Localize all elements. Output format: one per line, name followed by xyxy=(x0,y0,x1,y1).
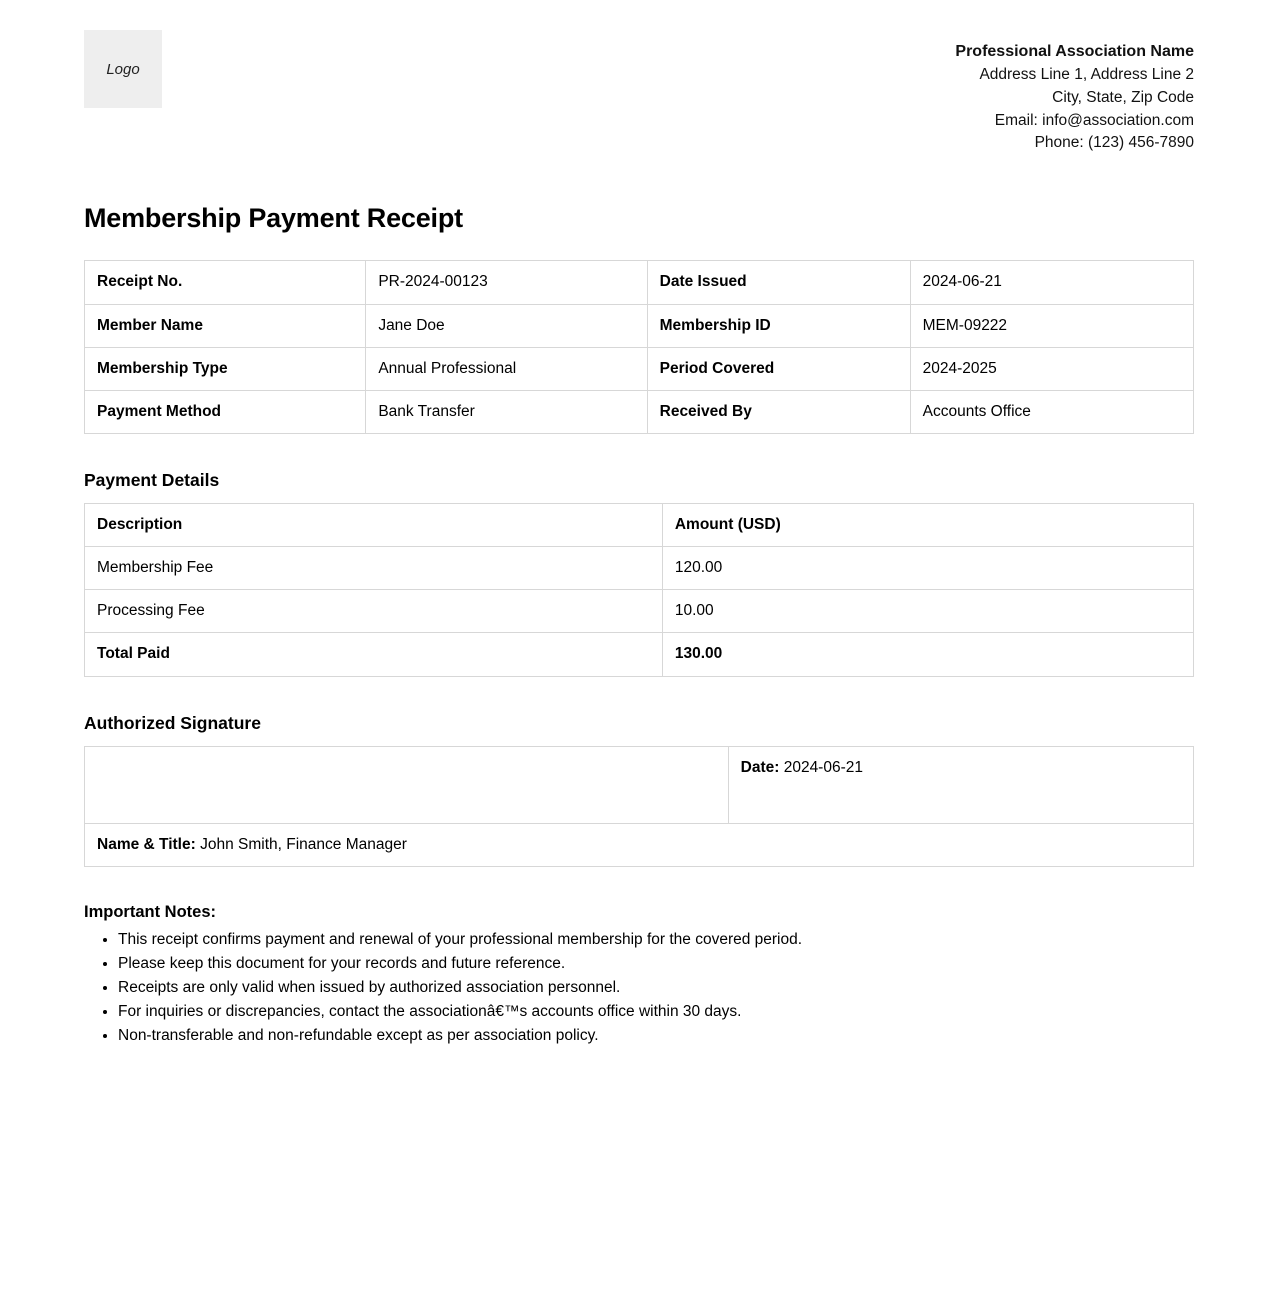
period-covered-value: 2024-2025 xyxy=(910,347,1193,390)
table-row xyxy=(85,261,1194,304)
payment-details-table xyxy=(84,503,1194,677)
line-item-amount: 120.00 xyxy=(662,547,1193,590)
column-header-description: Description xyxy=(85,503,663,546)
signature-blank-cell xyxy=(85,746,729,823)
list-item: • Non-transferable and non-refundable except as per association policy. xyxy=(118,1024,1194,1048)
signature-name-value: John Smith, Finance Manager xyxy=(200,835,407,853)
page-title: Membership Payment Receipt xyxy=(84,203,463,234)
total-paid-amount: 130.00 xyxy=(662,633,1193,676)
signature-date-label: Date: xyxy=(740,758,780,776)
logo-placeholder xyxy=(84,30,162,108)
membership-id-label: Membership ID xyxy=(647,304,910,347)
member-name-value: Jane Doe xyxy=(366,304,647,347)
table-row xyxy=(85,347,1194,390)
membership-id-value: MEM-09222 xyxy=(910,304,1193,347)
table-row xyxy=(85,547,1194,590)
signature-table xyxy=(84,746,1194,867)
signature-name-cell xyxy=(85,823,1194,866)
list-item: • For inquiries or discrepancies, contact the associationâ€™s accounts office within 30 days. xyxy=(118,1000,1194,1024)
signature-date-cell xyxy=(728,746,1193,823)
document-header xyxy=(84,30,1194,155)
payment-details-heading: Payment Details xyxy=(84,469,220,490)
line-item-amount: 10.00 xyxy=(662,590,1193,633)
line-item-description: Processing Fee xyxy=(85,590,663,633)
member-name-label: Member Name xyxy=(85,304,366,347)
list-item: • Please keep this document for your records and future reference. xyxy=(118,952,1194,976)
period-covered-label: Period Covered xyxy=(647,347,910,390)
important-notes-heading: Important Notes: xyxy=(84,902,216,921)
date-issued-value: 2024-06-21 xyxy=(910,261,1193,304)
table-row-total xyxy=(85,633,1194,676)
membership-type-label: Membership Type xyxy=(85,347,366,390)
authorized-signature-heading: Authorized Signature xyxy=(84,712,261,733)
organization-city: City, State, Zip Code xyxy=(1052,88,1194,106)
table-row xyxy=(85,304,1194,347)
table-row xyxy=(85,590,1194,633)
received-by-value: Accounts Office xyxy=(910,390,1193,433)
table-row xyxy=(85,746,1194,823)
important-notes-list xyxy=(84,928,1194,1048)
received-by-label: Received By xyxy=(647,390,910,433)
receipt-info-table xyxy=(84,260,1194,434)
total-paid-label: Total Paid xyxy=(85,633,663,676)
organization-name: Professional Association Name xyxy=(955,43,1194,60)
receipt-no-value: PR-2024-00123 xyxy=(366,261,647,304)
date-issued-label: Date Issued xyxy=(647,261,910,304)
table-row xyxy=(85,390,1194,433)
payment-method-value: Bank Transfer xyxy=(366,390,647,433)
signature-date-value: 2024-06-21 xyxy=(783,758,863,776)
payment-method-label: Payment Method xyxy=(85,390,366,433)
organization-address: Address Line 1, Address Line 2 xyxy=(979,65,1194,83)
membership-type-value: Annual Professional xyxy=(366,347,647,390)
table-row xyxy=(85,823,1194,866)
list-item: • This receipt confirms payment and renewal of your professional membership for the covered period. xyxy=(118,928,1194,952)
organization-info xyxy=(955,30,1194,155)
table-header-row xyxy=(85,503,1194,546)
logo-label: Logo xyxy=(106,60,140,78)
line-item-description: Membership Fee xyxy=(85,547,663,590)
signature-name-label: Name & Title: xyxy=(97,835,196,853)
organization-phone: Phone: (123) 456-7890 xyxy=(1034,134,1194,152)
column-header-amount: Amount (USD) xyxy=(662,503,1193,546)
receipt-no-label: Receipt No. xyxy=(85,261,366,304)
organization-email: Email: info@association.com xyxy=(994,111,1194,129)
list-item: • Receipts are only valid when issued by authorized association personnel. xyxy=(118,976,1194,1000)
